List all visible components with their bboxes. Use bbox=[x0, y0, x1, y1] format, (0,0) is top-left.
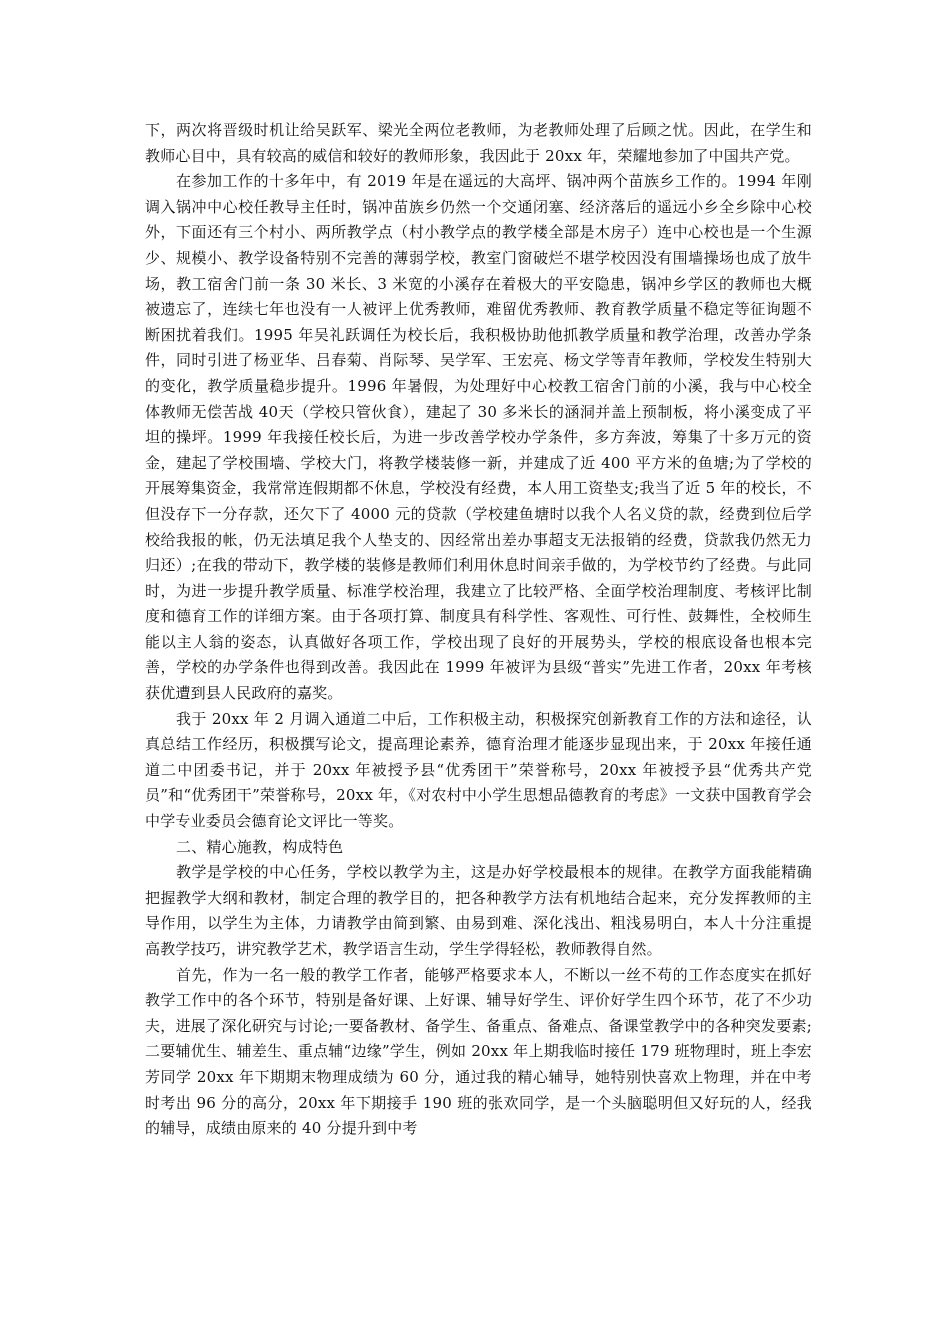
document-page bbox=[145, 118, 812, 1142]
paragraph-continuation: 下，两次将晋级时机让给吴跃军、梁光全两位老教师，为老教师处理了后顾之忧。因此，在学生和教师心目中，具有较高的威信和较好的教师形象，我因此于 20xx 年，荣耀地参加了中国共产党。 bbox=[145, 121, 812, 165]
section-heading: 二、精心施教，构成特色 bbox=[176, 837, 344, 856]
paragraph-work-history: 在参加工作的十多年中，有 2019 年是在遥远的大高坪、锅冲两个苗族乡工作的。1994 年刚调入锅冲中心校任教导主任时，锅冲苗族乡仍然一个交通闭塞、经济落后的遥远小乡全乡除中心校外，下面还有三个村小、两所教学点（村小教学点的教学楼全部是木房子）连中心校也是一个生源少、规模小、教学设备特别不完善的薄弱学校，教室门窗破烂不堪学校因没有围墙操场也成了放牛场，教工宿舍门前一条 30 米长、3 米宽的小溪存在着极大的平安隐患，锅冲乡学区的教师也大概被遗忘了，连续七年也没有一人被评上优秀教师，难留优秀教师、教育教学质量不稳定等征询题不断困扰着我们。1995 年吴礼跃调任为校长后，我积极协助他抓教学质量和教学治理，改善办学条件，同时引进了杨亚华、吕春菊、肖际琴、吴学军、王宏亮、杨文学等青年教师，学校发生特别大的变化，教学质量稳步提升。1996 年暑假，为处理好中心校教工宿舍门前的小溪，我与中心校全体教师无偿苦战 40天（学校只管伙食），建起了 30 多米长的涵洞并盖上预制板，将小溪变成了平坦的操坪。1999 年我接任校长后，为进一步改善学校办学条件，多方奔波，筹集了十多万元的资金，建起了学校围墙、学校大门，将教学楼装修一新，并建成了近 400 平方米的鱼塘;为了学校的开展筹集资金，我常常连假期都不休息，学校没有经费，本人用工资垫支;我当了近 5 年的校长，不但没存下一分存款，还欠下了 4000 元的贷款（学校建鱼塘时以我个人名义贷的款，经费到位后学校给我报的帐，仍无法填足我个人垫支的、因经常出差办事超支无法报销的经费，贷款我仍然无力归还）;在我的带动下，教学楼的装修是教师们利用休息时间亲手做的，为学校节约了经费。与此同时，为进一步提升教学质量、标准学校治理，我建立了比较严格、全面学校治理制度、考核评比制度和德育工作的详细方案。由于各项打算、制度具有科学性、客观性、可行性、鼓舞性，全校师生能以主人翁的姿态，认真做好各项工作，学校出现了良好的开展势头，学校的根底设备也根本完善，学校的办学条件也得到改善。我因此在 1999 年被评为县级“普实”先进工作者，20xx 年考核获优遭到县人民政府的嘉奖。 bbox=[145, 172, 812, 703]
paragraph-teaching: 教学是学校的中心任务，学校以教学为主，这是办好学校最根本的规律。在教学方面我能精确把握教学大纲和教材，制定合理的教学目的，把各种教学方法有机地结合起来，充分发挥教师的主导作用，以学生为主体，力请教学由简到繁、由易到难、深化浅出、粗浅易明白，本人十分注重提高教学技巧，讲究教学艺术，教学语言生动，学生学得轻松，教师教得自然。 bbox=[145, 863, 812, 958]
paragraph-transfer: 我于 20xx 年 2 月调入通道二中后，工作积极主动，积极探究创新教育工作的方法和途径，认真总结工作经历，积极撰写论文，提高理论素养，德育治理才能逐步显现出来，于 20xx 年接任通道二中团委书记，并于 20xx 年被授予县“优秀团干”荣誉称号，20xx 年被授予县“优秀共产党员”和“优秀团干”荣誉称号，20xx 年，《对农村中小学生思想品德教育的考虑》一文获中国教育学会中学专业委员会德育论文评比一等奖。 bbox=[145, 709, 812, 831]
paragraph-first: 首先，作为一名一般的教学工作者，能够严格要求本人，不断以一丝不苟的工作态度实在抓好教学工作中的各个环节，特别是备好课、上好课、辅导好学生、评价好学生四个环节，花了不少功夫，进展了深化研究与讨论;一要备教材、备学生、备重点、备难点、备课堂教学中的各种突发要素;二要辅优生、辅差生、重点辅“边缘”学生，例如 20xx 年上期我临时接任 179 班物理时，班上李宏芳同学 20xx 年下期期末物理成绩为 60 分，通过我的精心辅导，她特别快喜欢上物理，并在中考时考出 96 分的高分，20xx 年下期接手 190 班的张欢同学，是一个头脑聪明但又好玩的人，经我的辅导，成绩由原来的 40 分提升到中考 bbox=[145, 965, 812, 1138]
